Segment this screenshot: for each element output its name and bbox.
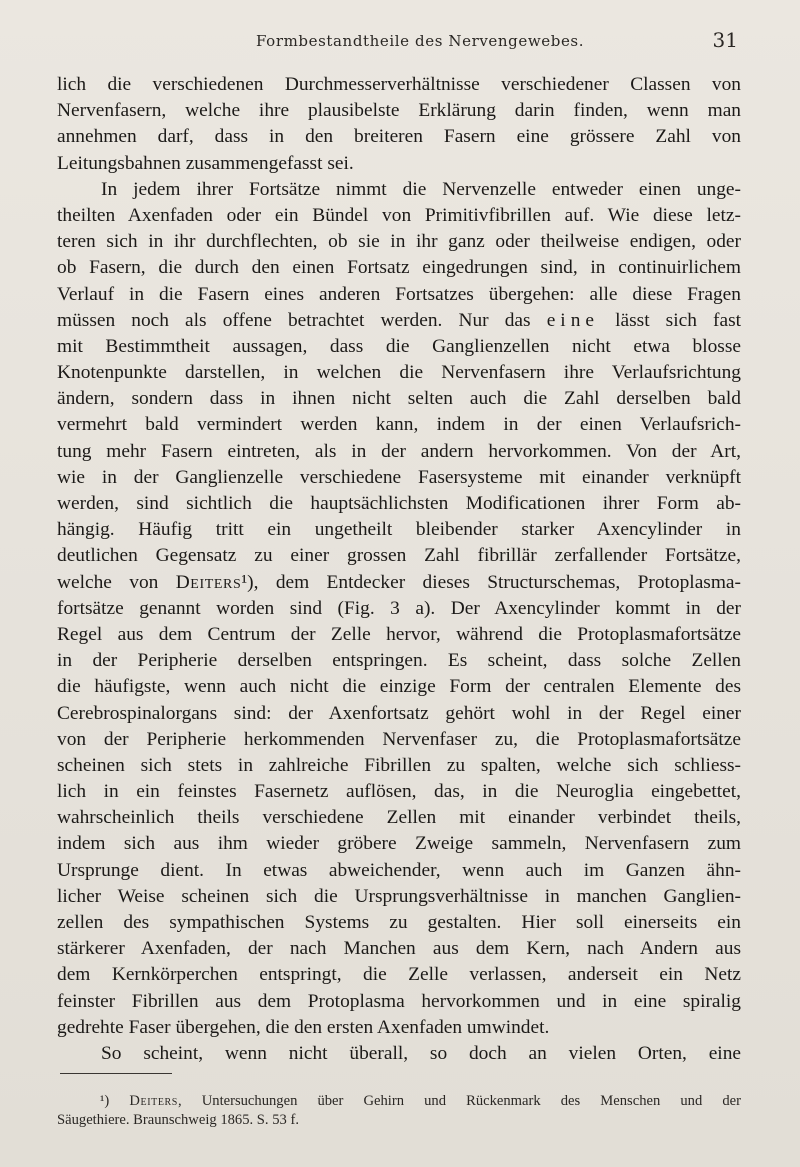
text-line: ob Fasern, die durch den einen Fortsatz eingedrungen sind, in continuirlichem [57, 257, 741, 279]
running-header [0, 28, 800, 56]
text-segment: ¹), dem Entdecker dieses Structurschemas, Protoplasma- [241, 571, 741, 593]
text-line: vermehrt bald vermindert werden kann, indem in der einen Verlaufsrich- [57, 414, 741, 436]
text-line: lich in ein feinstes Fasernetz auflösen, das, in die Neuroglia eingebettet, [57, 781, 741, 803]
text-line: von der Peripherie herkommenden Nervenfaser zu, die Protoplasmafortsätze [57, 728, 741, 750]
running-title: Formbestandtheile des Nervengewebes. [256, 32, 585, 50]
text-segment: müssen noch als offene betrachtet werden. Nur das [57, 309, 531, 331]
text-line: Regel aus dem Centrum der Zelle hervor, während die Protoplasmafortsätze [57, 623, 741, 645]
footnote-text: , Untersuchungen über Gehirn und Rückenmark des Menschen und der [177, 1093, 741, 1109]
text-line: Nervenfasern, welche ihre plausibelste Erklärung darin finden, wenn man [57, 100, 741, 122]
text-line: indem sich aus ihm wieder gröbere Zweige sammeln, Nervenfasern zum [57, 833, 741, 855]
text-line: die häufigste, wenn auch nicht die einzige Form der centralen Elemente des [57, 676, 741, 698]
footnote-marker: ¹) [100, 1093, 110, 1109]
author-name: Deiters [175, 571, 242, 593]
footnote-divider [60, 1073, 172, 1074]
text-line: annehmen darf, dass in den breiteren Fasern eine grössere Zahl von [57, 126, 741, 148]
text-line: Knotenpunkte darstellen, in welchen die Nervenfasern ihre Verlaufsrichtung [57, 362, 741, 384]
footnote-author: Deiters [129, 1093, 178, 1109]
text-line: teren sich in ihr durchflechten, ob sie in ihr ganz oder theilweise endigen, oder [57, 231, 741, 253]
text-line: werden, sind sichtlich die hauptsächlichsten Modificationen ihrer Form ab- [57, 493, 741, 514]
footnote [57, 1092, 741, 1130]
text-line: zellen des sympathischen Systems zu gestalten. Hier soll einerseits ein [57, 912, 741, 933]
footnote-line [57, 1092, 741, 1111]
text-line: scheinen sich stets in zahlreiche Fibrillen zu spalten, welche sich schliess- [57, 754, 741, 776]
text-line: Leitungsbahnen zusammengefasst sei. [57, 152, 354, 174]
text-line: theilten Axenfaden oder ein Bündel von Primitivfibrillen auf. Wie diese letz- [57, 204, 741, 226]
paragraph-start-line: In jedem ihrer Fortsätze nimmt die Nervenzelle entweder einen unge- [101, 178, 741, 200]
text-line: stärkerer Axenfaden, der nach Manchen aus dem Kern, nach Andern aus [57, 938, 741, 960]
text-line: wie in der Ganglienzelle verschiedene Fasersysteme mit einander verknüpft [57, 466, 741, 488]
text-line: gedrehte Faser übergehen, die den ersten Axenfaden umwindet. [57, 1016, 550, 1038]
text-line: dem Kernkörperchen entspringt, die Zelle verlassen, anderseit ein Netz [57, 964, 741, 986]
text-line [57, 570, 741, 596]
text-line [57, 308, 741, 334]
footnote-line: Säugethiere. Braunschweig 1865. S. 53 f. [57, 1112, 299, 1128]
text-line: Cerebrospinalorgans sind: der Axenfortsatz gehört wohl in der Regel einer [57, 702, 741, 724]
text-line: licher Weise scheinen sich die Ursprungsverhältnisse in manchen Ganglien- [57, 885, 741, 907]
text-line: wahrscheinlich theils verschiedene Zellen mit einander verbindet theils, [57, 807, 741, 829]
text-segment: welche von [57, 571, 159, 593]
text-line: in der Peripherie derselben entspringen. Es scheint, dass solche Zellen [57, 650, 741, 672]
main-text [57, 72, 741, 1067]
emphasized-word: eine [546, 309, 599, 331]
text-line: feinster Fibrillen aus dem Protoplasma hervorkommen und in eine spiralig [57, 990, 741, 1012]
text-line: hängig. Häufig tritt ein ungetheilt bleibender starker Axencylinder in [57, 519, 741, 541]
text-line: Verlauf in die Fasern eines anderen Fortsatzes übergehen: alle diese Fragen [57, 283, 741, 305]
text-line: Ursprunge dient. In etwas abweichender, wenn auch im Ganzen ähn- [57, 859, 741, 881]
paragraph-start-line: So scheint, wenn nicht überall, so doch an vielen Orten, eine [101, 1042, 741, 1064]
text-segment: lässt sich fast [615, 309, 741, 331]
text-line: fortsätze genannt worden sind (Fig. 3 a). Der Axencylinder kommt in der [57, 597, 741, 619]
text-line: deutlichen Gegensatz zu einer grossen Zahl fibrillär zerfallender Fortsätze, [57, 545, 741, 567]
text-line: lich die verschiedenen Durchmesserverhältnisse verschiedener Classen von [57, 74, 741, 95]
text-line: mit Bestimmtheit aussagen, dass die Ganglienzellen nicht etwa blosse [57, 335, 741, 357]
page-number: 31 [712, 28, 738, 52]
text-line: tung mehr Fasern eintreten, als in der andern hervorkommen. Von der Art, [57, 440, 741, 462]
text-line: ändern, sondern dass in ihnen nicht selten auch die Zahl derselben bald [57, 388, 741, 410]
